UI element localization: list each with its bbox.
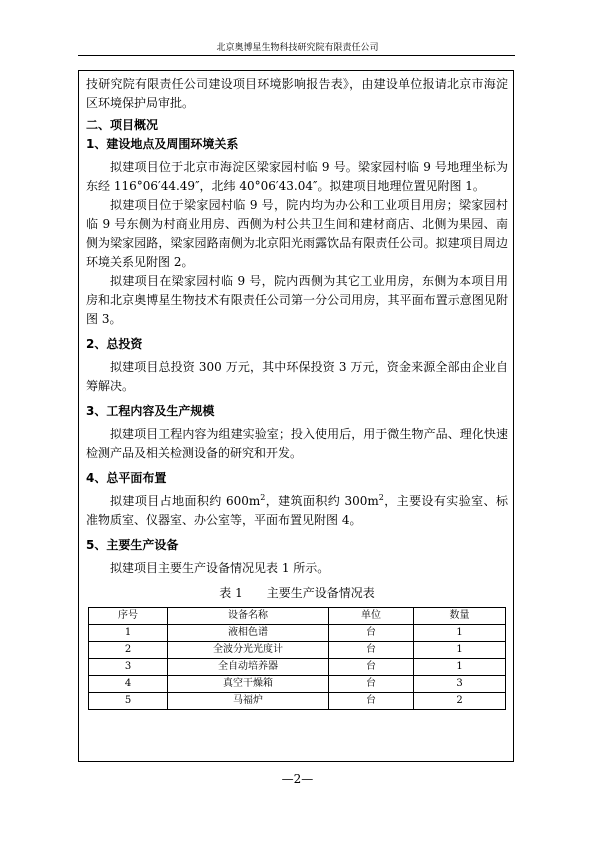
table-row — [89, 693, 506, 710]
table-cell: 台 — [329, 625, 414, 642]
subheading-site-plan: 4、总平面布置 — [86, 471, 167, 485]
table-cell: 台 — [329, 659, 414, 676]
table-cell: 1 — [414, 659, 506, 676]
table-header-cell: 序号 — [89, 608, 168, 625]
table-caption: 表 1 主要生产设备情况表 — [219, 586, 375, 600]
header-rule — [78, 55, 515, 56]
page-number: —2— — [281, 772, 314, 786]
table-cell: 全波分光光度计 — [168, 642, 329, 659]
subheading-investment: 2、总投资 — [86, 337, 143, 351]
paragraph-equipment: 拟建项目主要生产设备情况见表 1 所示。 — [110, 561, 330, 575]
paragraph-surroundings: 拟建项目位于梁家园村临 9 号，院内均为办公和工业项目用房；梁家园村临 9 号东侧为村商业用房、西侧为村公共卫生间和建材商店、北侧为果园、南侧为梁家园路，梁家园路南侧为北京阳光雨露饮品有限责任公司。拟建项目周边环境关系见附图 2。 — [86, 198, 508, 269]
table-header-cell: 设备名称 — [168, 608, 329, 625]
table-cell: 4 — [89, 676, 168, 693]
table-row — [89, 659, 506, 676]
table-cell: 1 — [89, 625, 168, 642]
table-row — [89, 676, 506, 693]
paragraph-investment: 拟建项目总投资 300 万元，其中环保投资 3 万元，资金来源全部由企业自筹解决。 — [86, 360, 508, 393]
table-cell: 1 — [414, 625, 506, 642]
table-cell: 2 — [414, 693, 506, 710]
table-row — [89, 625, 506, 642]
section-heading-project-overview: 二、项目概况 — [86, 118, 159, 132]
table-cell: 3 — [89, 659, 168, 676]
paragraph-continuation: 技研究院有限责任公司建设项目环境影响报告表》，由建设单位报请北京市海淀区环境保护局审批。 — [86, 77, 508, 110]
table-cell: 马福炉 — [168, 693, 329, 710]
table-cell: 真空干燥箱 — [168, 676, 329, 693]
paragraph-layout: 拟建项目在梁家园村临 9 号，院内西侧为其它工业用房，东侧为本项目用房和北京奥博星生物技术有限责任公司第一分公司用房，其平面布置示意图见附图 3。 — [86, 274, 508, 326]
table-cell: 台 — [329, 642, 414, 659]
table-header-row — [89, 608, 506, 625]
table-row — [89, 642, 506, 659]
table-header-cell: 数量 — [414, 608, 506, 625]
subheading-equipment: 5、主要生产设备 — [86, 538, 179, 552]
table-cell: 台 — [329, 693, 414, 710]
paragraph-location: 拟建项目位于北京市海淀区梁家园村临 9 号。梁家园村临 9 号地理坐标为东经 116°06′44.49″，北纬 40°06′43.04″。拟建项目地理位置见附图 1。 — [86, 160, 508, 193]
paragraph-scope: 拟建项目工程内容为组建实验室；投入使用后，用于微生物产品、理化快速检测产品及相关检测设备的研究和开发。 — [86, 427, 508, 460]
table-header-cell: 单位 — [329, 608, 414, 625]
paragraph-site-plan: 拟建项目占地面积约 $600m^2$，建筑面积约 $300m^2$，主要设有实验室、标准物质室、仪器室、办公室等，平面布置见附图 4。 — [86, 493, 508, 527]
equipment-table — [88, 607, 506, 710]
table-cell: 1 — [414, 642, 506, 659]
table-cell: 5 — [89, 693, 168, 710]
table-cell: 2 — [89, 642, 168, 659]
subheading-location: 1、建设地点及周围环境关系 — [86, 137, 239, 151]
table-cell: 液相色谱 — [168, 625, 329, 642]
subheading-scope: 3、工程内容及生产规模 — [86, 404, 215, 418]
document-body — [86, 75, 508, 710]
page-header: 北京奥博星生物科技研究院有限责任公司 — [216, 43, 379, 53]
table-cell: 台 — [329, 676, 414, 693]
table-cell: 3 — [414, 676, 506, 693]
table-cell: 全自动培养器 — [168, 659, 329, 676]
